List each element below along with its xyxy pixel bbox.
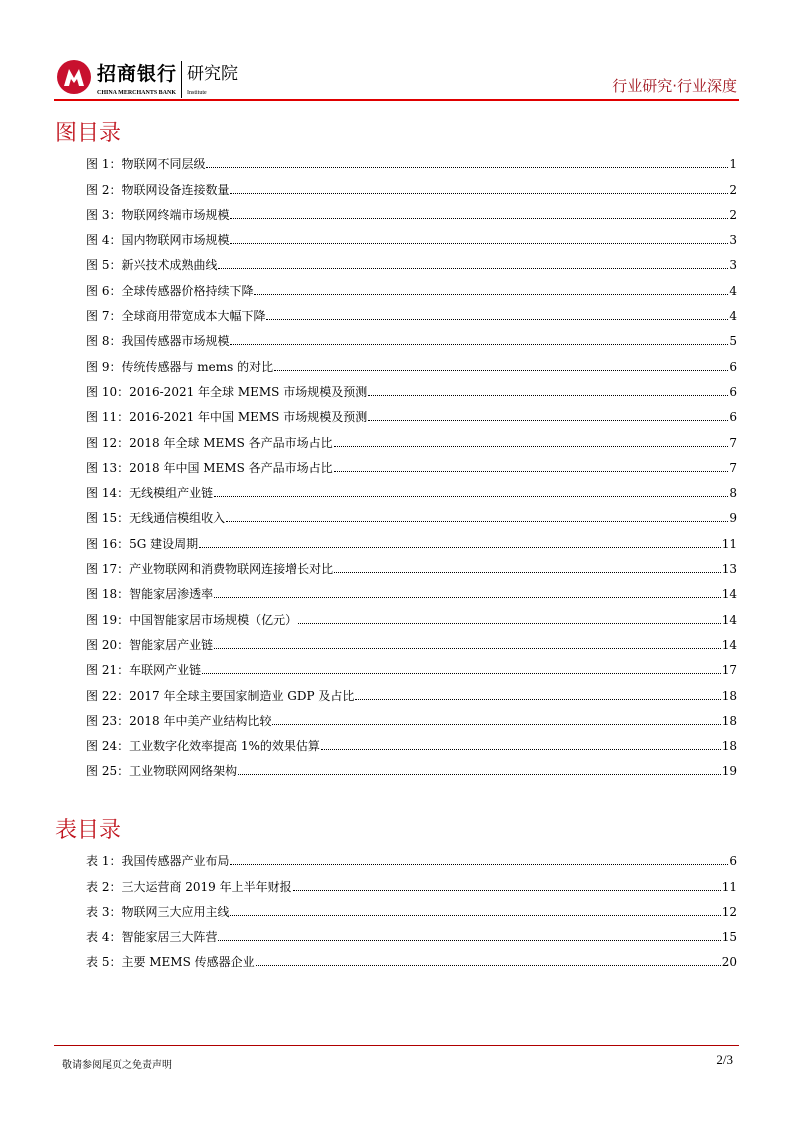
entry-page: 7 [729,435,737,450]
footer-disclaimer: 敬请参阅尾页之免责声明 [62,1060,172,1071]
entry-page: 12 [721,904,737,919]
dot-leader [293,890,721,891]
table-toc-entry[interactable] [86,868,737,893]
dot-leader [226,521,728,522]
dot-leader [214,496,728,497]
institute-name-en: Institute [187,90,207,96]
entry-page: 13 [721,562,737,577]
entry-label: 图 10：2016-2021 年全球 MEMS 市场规模及预测 [86,384,368,399]
table-toc-entry[interactable] [86,894,737,919]
figures-list [86,146,737,778]
institute-name-cn: 研究院 [187,64,238,84]
entry-page: 14 [721,587,737,602]
figure-toc-entry[interactable] [86,399,737,424]
figure-toc-entry[interactable] [86,272,737,297]
figure-toc-entry[interactable] [86,525,737,550]
figure-toc-entry[interactable] [86,728,737,753]
entry-label: 图 8：我国传感器市场规模 [86,334,230,349]
entry-page: 17 [721,663,737,678]
figures-heading: 图目录 [55,121,122,146]
entry-page: 9 [729,511,737,526]
dot-leader [230,243,728,244]
entry-page: 14 [721,612,737,627]
entry-page: 11 [721,536,737,551]
entry-label: 图 11：2016-2021 年中国 MEMS 市场规模及预测 [86,410,368,425]
table-toc-entry[interactable] [86,944,737,969]
entry-label: 表 2：三大运营商 2019 年上半年财报 [86,879,292,894]
figure-toc-entry[interactable] [86,222,737,247]
entry-page: 6 [729,384,737,399]
dot-leader [218,940,720,941]
entry-label: 图 22：2017 年全球主要国家制造业 GDP 及占比 [86,688,355,703]
footer-rule [54,1045,739,1046]
entry-page: 6 [729,854,737,869]
dot-leader [199,547,721,548]
entry-label: 图 6：全球传感器价格持续下降 [86,283,254,298]
dot-leader [230,218,728,219]
entry-label: 图 21：车联网产业链 [86,663,202,678]
figure-toc-entry[interactable] [86,450,737,475]
logo-divider [181,61,182,98]
figure-toc-entry[interactable] [86,703,737,728]
entry-label: 图 16：5G 建设周期 [86,536,199,551]
cmb-logo-icon [57,60,91,94]
dot-leader [230,193,728,194]
dot-leader [238,774,721,775]
entry-page: 1 [729,157,737,172]
figure-toc-entry[interactable] [86,146,737,171]
entry-label: 表 5：主要 MEMS 传感器企业 [86,955,255,970]
tables-heading: 表目录 [55,818,122,843]
figure-toc-entry[interactable] [86,677,737,702]
figure-toc-entry[interactable] [86,374,737,399]
figure-toc-entry[interactable] [86,298,737,323]
figure-toc-entry[interactable] [86,753,737,778]
dot-leader [214,648,721,649]
entry-label: 图 24：工业数字化效率提高 1%的效果估算 [86,739,320,754]
entry-page: 6 [729,410,737,425]
entry-label: 图 17：产业物联网和消费物联网连接增长对比 [86,562,334,577]
entry-label: 图 15：无线通信模组收入 [86,511,226,526]
dot-leader [202,673,721,674]
entry-page: 14 [721,637,737,652]
entry-page: 4 [729,309,737,324]
figure-toc-entry[interactable] [86,197,737,222]
entry-page: 15 [721,930,737,945]
entry-label: 图 7：全球商用带宽成本大幅下降 [86,309,266,324]
entry-label: 图 3：物联网终端市场规模 [86,207,230,222]
figure-toc-entry[interactable] [86,627,737,652]
figure-toc-entry[interactable] [86,601,737,626]
dot-leader [230,344,728,345]
dot-leader [321,749,721,750]
entry-page: 4 [729,283,737,298]
entry-label: 图 18：智能家居渗透率 [86,587,214,602]
entry-page: 18 [721,739,737,754]
entry-label: 图 23：2018 年中美产业结构比较 [86,713,272,728]
figure-toc-entry[interactable] [86,323,737,348]
entry-page: 8 [729,486,737,501]
figure-toc-entry[interactable] [86,171,737,196]
dot-leader [355,699,720,700]
dot-leader [368,395,728,396]
figure-toc-entry[interactable] [86,424,737,449]
entry-label: 表 4：智能家居三大阵营 [86,930,218,945]
entry-label: 表 3：物联网三大应用主线 [86,904,230,919]
dot-leader [334,471,729,472]
figure-toc-entry[interactable] [86,652,737,677]
figure-toc-entry[interactable] [86,551,737,576]
entry-page: 18 [721,713,737,728]
entry-page: 6 [729,359,737,374]
figure-toc-entry[interactable] [86,247,737,272]
dot-leader [334,572,721,573]
figure-toc-entry[interactable] [86,500,737,525]
dot-leader [266,319,728,320]
entry-label: 表 1：我国传感器产业布局 [86,854,230,869]
figure-toc-entry[interactable] [86,475,737,500]
entry-page: 2 [729,207,737,222]
entry-page: 7 [729,460,737,475]
dot-leader [272,724,720,725]
dot-leader [298,623,721,624]
entry-label: 图 5：新兴技术成熟曲线 [86,258,218,273]
table-toc-entry[interactable] [86,843,737,868]
entry-label: 图 14：无线模组产业链 [86,486,214,501]
dot-leader [256,965,721,966]
dot-leader [368,420,728,421]
entry-label: 图 2：物联网设备连接数量 [86,182,230,197]
dot-leader [230,864,728,865]
entry-page: 5 [729,334,737,349]
dot-leader [254,294,728,295]
entry-page: 2 [729,182,737,197]
entry-label: 图 25：工业物联网网络架构 [86,764,238,779]
bank-name-cn: 招商银行 [97,63,178,85]
tables-list [86,843,737,969]
entry-label: 图 9：传统传感器与 mems 的对比 [86,359,274,374]
figure-toc-entry[interactable] [86,348,737,373]
entry-label: 图 4：国内物联网市场规模 [86,233,230,248]
dot-leader [206,167,728,168]
entry-page: 3 [729,258,737,273]
entry-page: 19 [721,764,737,779]
entry-label: 图 12：2018 年全球 MEMS 各产品市场占比 [86,435,333,450]
entry-page: 20 [721,955,737,970]
page-number: 2/3 [716,1052,733,1067]
dot-leader [230,915,720,916]
dot-leader [334,446,729,447]
dot-leader [274,370,728,371]
entry-page: 18 [721,688,737,703]
table-toc-entry[interactable] [86,919,737,944]
dot-leader [214,597,721,598]
bank-name-en: CHINA MERCHANTS BANK [97,90,177,96]
entry-page: 3 [729,233,737,248]
entry-page: 11 [721,879,737,894]
entry-label: 图 19：中国智能家居市场规模（亿元） [86,612,298,627]
entry-label: 图 1：物联网不同层级 [86,157,206,172]
report-tag: 行业研究·行业深度 [612,77,737,95]
entry-label: 图 20：智能家居产业链 [86,637,214,652]
dot-leader [218,268,728,269]
header-rule [54,99,739,101]
entry-label: 图 13：2018 年中国 MEMS 各产品市场占比 [86,460,333,475]
figure-toc-entry[interactable] [86,576,737,601]
